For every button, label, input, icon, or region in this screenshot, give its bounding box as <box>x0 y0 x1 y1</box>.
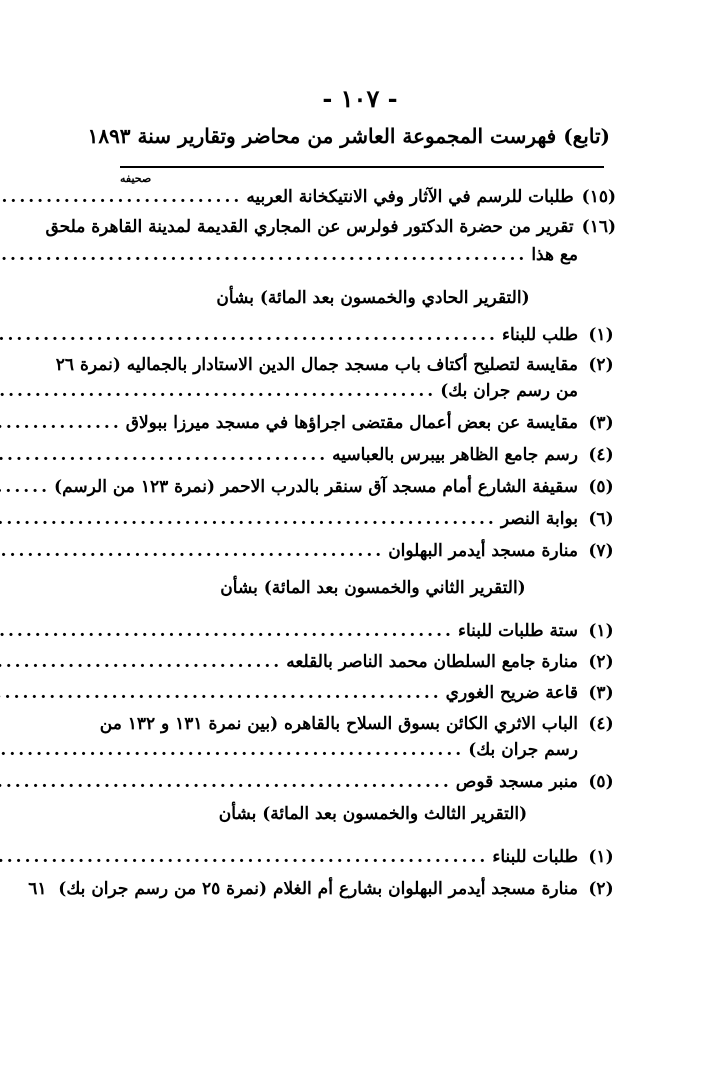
dot-leader <box>0 739 464 761</box>
index-entry <box>130 846 616 868</box>
entry-text: رسم جامع الظاهر بيبرس بالعباسيه <box>332 445 578 465</box>
dot-leader <box>0 186 242 208</box>
entry-number: (٥) <box>588 477 614 497</box>
entry-text: تقرير من حضرة الدكتور فولرس عن المجاري القديمة لمدينة القاهرة ملحق <box>45 217 574 237</box>
index-entry <box>45 216 616 238</box>
entry-number: (٢) <box>588 355 614 375</box>
index-entry <box>130 771 616 793</box>
index-entry <box>125 412 616 434</box>
index-entry <box>130 620 616 642</box>
dot-leader <box>0 651 282 673</box>
entry-text: منارة مسجد أيدمر البهلوان بشارع أم الغلام (نمرة ٢٥ من رسم جران بك) <box>58 879 578 899</box>
page-title: (تابع) فهرست المجموعة العاشر من محاضر وتقارير سنة ١٨٩٣ <box>87 124 610 148</box>
entry-text: مع هذا <box>531 245 578 265</box>
entry-number: (١) <box>588 325 614 345</box>
entry-text: رسم جران بك) <box>468 740 578 760</box>
index-entry-continuation <box>130 739 616 761</box>
entry-number: (٥) <box>588 772 614 792</box>
index-entry <box>28 878 616 900</box>
index-entry <box>99 713 616 735</box>
entry-number: (٤) <box>588 445 614 465</box>
entry-page: ٦١ <box>28 879 47 899</box>
dot-leader <box>0 244 527 266</box>
entry-text: بوابة النصر <box>500 509 578 529</box>
index-list-section-3 <box>99 620 616 793</box>
dot-leader <box>0 682 442 704</box>
entry-number: (٢) <box>588 652 614 672</box>
index-entry <box>130 540 616 562</box>
entry-text: طلبات للبناء <box>492 847 578 867</box>
entry-number: (٤) <box>588 714 614 734</box>
page-column-label: صحيفه <box>120 172 152 185</box>
dot-leader <box>0 412 122 434</box>
page-number: - ١٠٧ - <box>322 84 398 113</box>
index-entry <box>130 651 616 673</box>
index-list-section-2 <box>54 324 616 562</box>
dot-leader <box>0 444 328 466</box>
dot-leader <box>0 620 454 642</box>
index-entry <box>130 682 616 704</box>
entry-number: (٣) <box>588 683 614 703</box>
dot-leader <box>0 476 50 498</box>
entry-number: (١٥) <box>581 187 616 207</box>
dot-leader <box>0 380 436 402</box>
entry-number: (١) <box>588 621 614 641</box>
index-entry <box>55 354 616 376</box>
entry-text: منبر مسجد قوص <box>455 772 578 792</box>
entry-number: (٦) <box>588 509 614 529</box>
entry-number: (٧) <box>588 541 614 561</box>
entry-text: الباب الاثري الكائن بسوق السلاح بالقاهره (بين نمرة ١٣١ و ١٣٢ من <box>99 714 578 734</box>
index-entry <box>130 444 616 466</box>
header-rule <box>120 166 604 168</box>
index-entry <box>130 186 616 208</box>
index-entry-continuation <box>130 380 616 402</box>
index-list-section-4 <box>28 846 616 900</box>
index-entry-continuation <box>130 244 616 266</box>
index-entry <box>130 508 616 530</box>
dot-leader <box>0 508 497 530</box>
entry-text: ستة طلبات للبناء <box>457 621 578 641</box>
dot-leader <box>0 324 498 346</box>
entry-text: سقيفة الشارع أمام مسجد آق سنقر بالدرب الاحمر (نمرة ١٢٣ من الرسم) <box>54 477 578 497</box>
dot-leader <box>0 540 384 562</box>
entry-text: طلبات للرسم في الآثار وفي الانتيكخانة العربيه <box>246 187 574 207</box>
entry-number: (٢) <box>588 879 614 899</box>
entry-text: منارة مسجد أيدمر البهلوان <box>388 541 578 561</box>
entry-number: (١٦) <box>581 217 616 237</box>
entry-number: (١) <box>588 847 614 867</box>
entry-number: (٣) <box>588 413 614 433</box>
dot-leader <box>0 846 488 868</box>
section-heading: (التقرير الثالث والخمسون بعد المائة) بشأن <box>218 804 528 824</box>
entry-text: طلب للبناء <box>501 325 578 345</box>
section-heading: (التقرير الحادي والخمسون بعد المائة) بشأن <box>216 288 530 308</box>
index-entry <box>54 476 616 498</box>
index-list-section-1 <box>45 186 616 266</box>
entry-text: مقايسة عن بعض أعمال مقتضى اجراؤها في مسجد ميرزا ببولاق <box>125 413 578 433</box>
dot-leader <box>0 771 452 793</box>
section-heading: (التقرير الثاني والخمسون بعد المائة) بشأن <box>220 578 526 598</box>
entry-text: مقايسة لتصليح أكتاف باب مسجد جمال الدين الاستادار بالجماليه (نمرة ٢٦ <box>55 355 578 375</box>
entry-text: قاعة ضريح الغوري <box>445 683 578 703</box>
entry-text: من رسم جران بك) <box>440 381 578 401</box>
index-entry <box>130 324 616 346</box>
entry-text: منارة جامع السلطان محمد الناصر بالقلعه <box>286 652 578 672</box>
